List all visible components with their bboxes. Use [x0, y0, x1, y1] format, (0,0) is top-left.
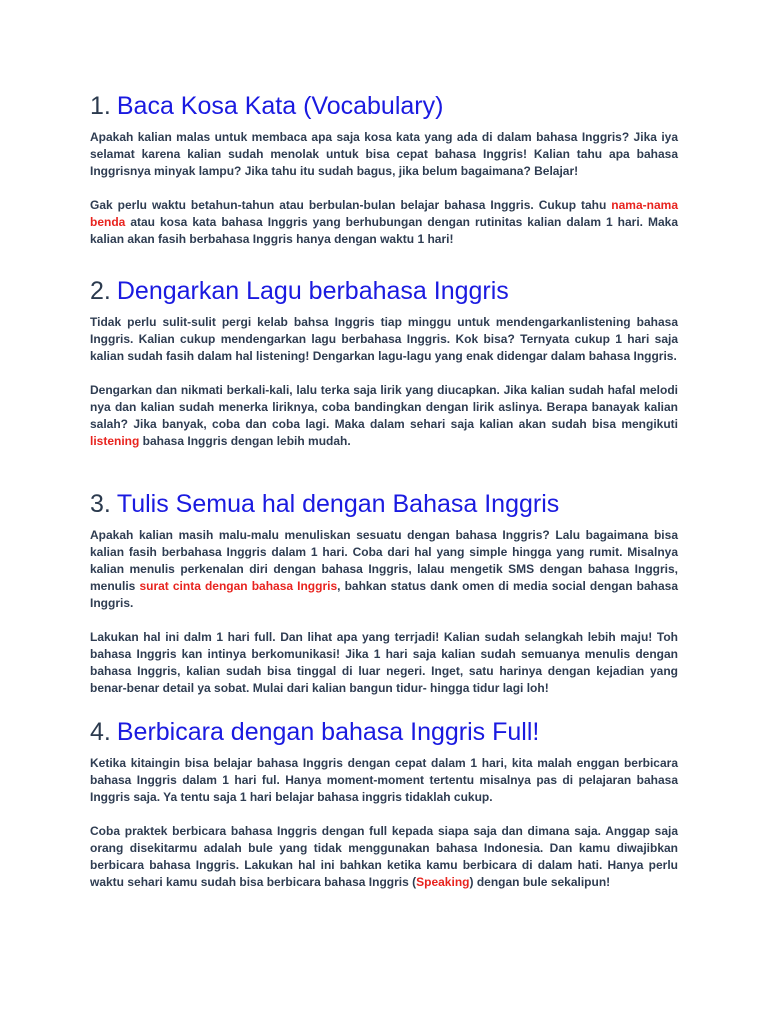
paragraph — [90, 755, 678, 806]
paragraph — [90, 823, 678, 891]
paragraph-text: bahasa Inggris dengan lebih mudah. — [139, 434, 351, 448]
paragraph-text: ) dengan bule sekalipun! — [469, 875, 611, 889]
highlight-text: surat cinta dengan bahasa Inggris — [139, 579, 338, 593]
section-title: Baca Kosa Kata (Vocabulary) — [116, 92, 444, 120]
highlight-text: nama-nama benda — [90, 198, 678, 229]
paragraph-text: atau kosa kata bahasa Inggris yang berhubungan dengan rutinitas kalian dalam 1 hari. Maka kalian akan fasih berbahasa Inggris hanya dengan waktu 1 hari! — [90, 215, 678, 246]
paragraph — [90, 129, 678, 180]
paragraph — [90, 197, 678, 248]
paragraph-text: Ketika kitaingin bisa belajar bahasa Inggris dengan cepat dalam 1 hari, kita malah enggan berbicara bahasa Inggris dalam 1 hari ful. Hanya moment-moment tertentu misalnya pas di pelajaran bahasa Inggris saja. Ya tentu saja 1 hari belajar bahasa inggris tidaklah cukup. — [90, 756, 678, 804]
section-number: 2. — [90, 277, 111, 305]
section-number: 4. — [90, 718, 111, 746]
section-2 — [90, 276, 678, 450]
section-number: 1. — [90, 92, 111, 120]
paragraph-text: Tidak perlu sulit-sulit pergi kelab bahsa Inggris tiap minggu untuk mendengarkanlistening bahasa Inggris. Kalian cukup mendengarkan lagu berbahasa Inggris. Kok bisa? Ternyata cukup 1 hari saja kalian sudah fasih dalam hal listening! Dengarkan lagu-lagu yang enak didengar dalam bahasa Inggris. — [90, 315, 678, 363]
section-4 — [90, 717, 678, 891]
paragraph — [90, 314, 678, 365]
paragraph-text: Apakah kalian malas untuk membaca apa saja kosa kata yang ada di dalam bahasa Inggris? Jika iya selamat karena kalian sudah menolak untuk bisa cepat bahasa Inggris! Kalian tahu apa bahasa Inggrisnya minyak lampu? Jika tahu itu sudah bagus, jika belum bagaimana? Belajar! — [90, 130, 678, 178]
paragraph — [90, 629, 678, 697]
section-3 — [90, 489, 678, 697]
section-title: Dengarkan Lagu berbahasa Inggris — [116, 277, 509, 305]
section-title: Berbicara dengan bahasa Inggris Full! — [116, 718, 540, 746]
paragraph-text: Gak perlu waktu betahun-tahun atau berbulan-bulan belajar bahasa Inggris. Cukup tahu — [90, 198, 612, 212]
paragraph-text: Dengarkan dan nikmati berkali-kali, lalu terka saja lirik yang diucapkan. Jika kalian sudah hafal melodi nya dan kalian sudah menerka liriknya, coba bandingkan dengan lirik aslinya. Berapa banayak kalian salah? Jika banyak, coba dan coba lagi. Maka dalam sehari saja kalian akan sudah bisa mengikuti — [90, 383, 678, 431]
paragraph-text: , bahkan status dank omen di media social dengan bahasa Inggris. — [90, 579, 678, 610]
section-title: Tulis Semua hal dengan Bahasa Inggris — [116, 490, 560, 518]
highlight-text: listening — [90, 434, 140, 448]
paragraph — [90, 527, 678, 612]
paragraph-text: Coba praktek berbicara bahasa Inggris dengan full kepada siapa saja dan dimana saja. Anggap saja orang disekitarmu adalah bule yang tidak menggunakan bahasa Indonesia. Dan kamu diwajibkan berbicara bahasa Inggris. Lakukan hal ini bahkan ketika kamu berbicara di dalam hati. Hanya perlu waktu sehari kamu sudah bisa berbicara bahasa Inggris ( — [90, 824, 678, 889]
highlight-text: Speaking — [416, 875, 470, 889]
paragraph-text: Lakukan hal ini dalm 1 hari full. Dan lihat apa yang terrjadi! Kalian sudah selangkah lebih maju! Toh bahasa Inggris kan intinya berkomunikasi! Jika 1 hari saja kalian sudah semuanya menulis dengan bahasa Inggris, kalian sudah bisa tinggal di luar negeri. Inget, satu harinya dengan kejadian yang benar-benar detail ya sobat. Mulai dari kalian bangun tidur- hingga tidur lagi loh! — [90, 630, 678, 695]
section-heading — [90, 276, 678, 306]
paragraph — [90, 382, 678, 450]
paragraph-text: Apakah kalian masih malu-malu menuliskan sesuatu dengan bahasa Inggris? Lalu bagaimana bisa kalian fasih berbahasa Inggris dalam 1 hari. Coba dari hal yang simple hingga yang rumit. Misalnya kalian menulis perkenalan diri dengan bahasa Inggris, lalau mengetik SMS dengan bahasa Inggris, menulis — [90, 528, 678, 593]
section-heading — [90, 489, 678, 519]
section-heading — [90, 717, 678, 747]
section-1 — [90, 91, 678, 248]
section-number: 3. — [90, 490, 111, 518]
section-heading — [90, 91, 678, 121]
